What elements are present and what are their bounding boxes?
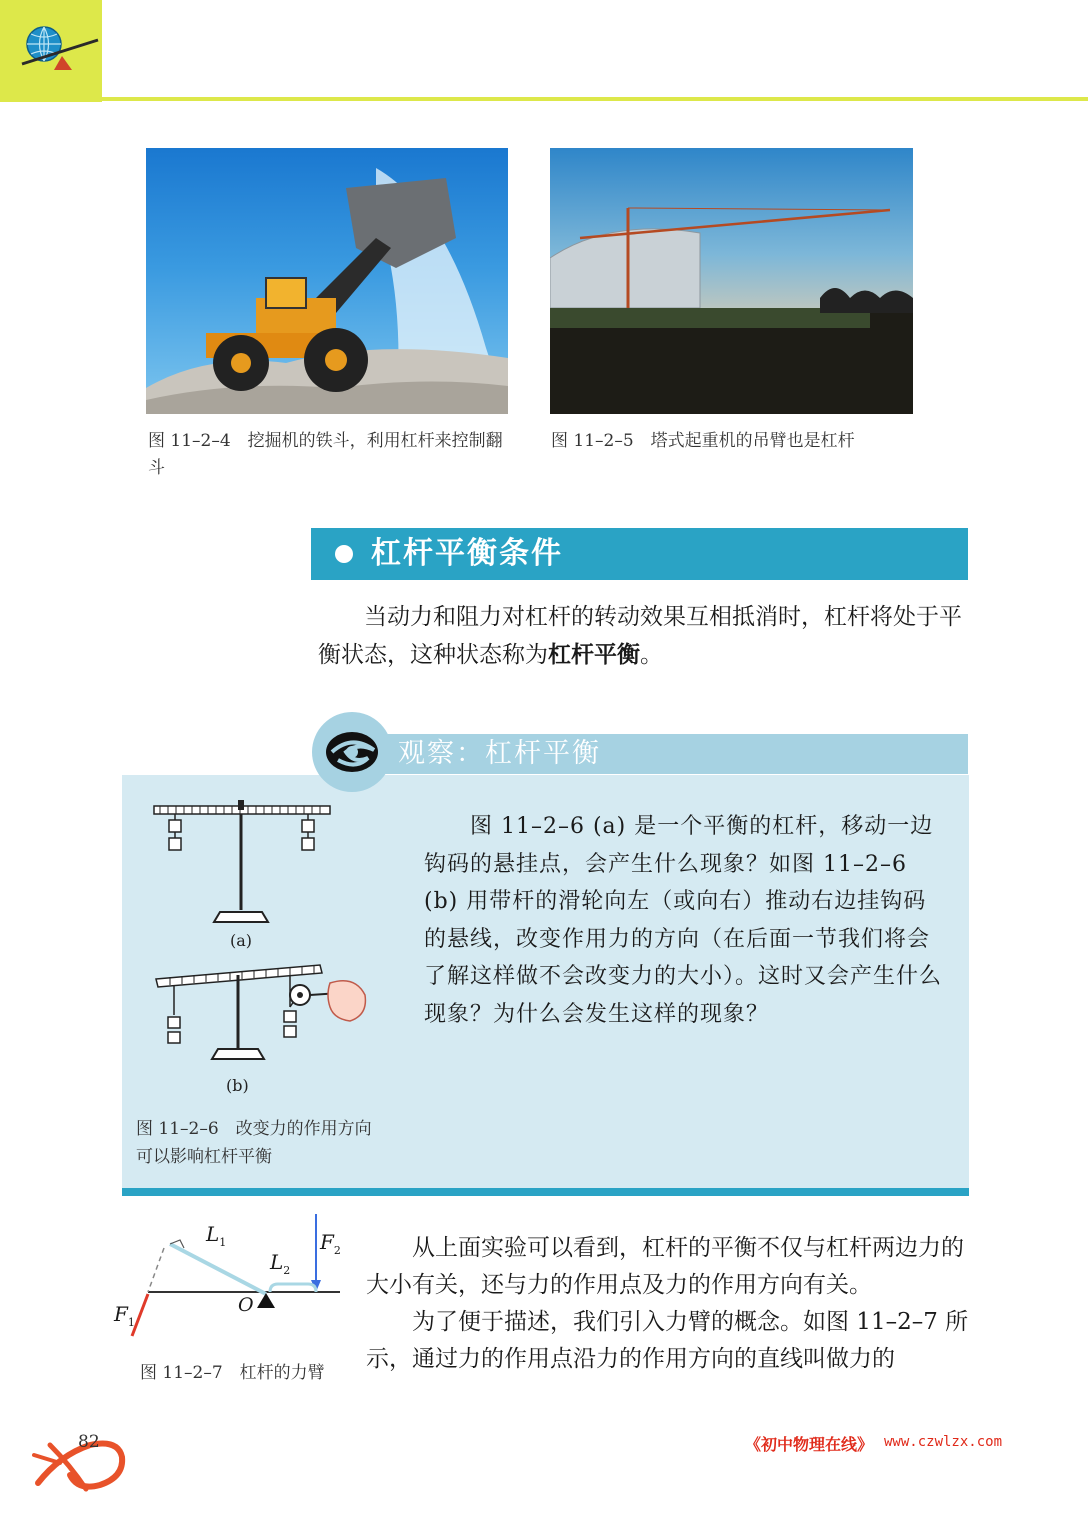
paragraph-text: 。: [640, 642, 663, 668]
observe-panel-rule: [122, 1188, 969, 1196]
page-number: 82: [78, 1432, 100, 1452]
lever-arm-diagram: [110, 1210, 350, 1350]
paragraph-line: [366, 1304, 976, 1378]
tower-crane-photo: [550, 148, 913, 414]
header-rule: [102, 97, 1088, 101]
subfigure-label: (a): [230, 931, 253, 950]
observe-header-bar: [360, 734, 968, 774]
label-f1: $F_1$: [114, 1302, 135, 1329]
label-l1: $L_1$: [206, 1222, 227, 1249]
label-l2: $L_2$: [270, 1250, 291, 1277]
paragraph-text: 当动力和阻力对杠杆的转动效果互相抵消时，杠杆将处于平衡状态，这种状态称为: [318, 604, 962, 668]
paragraph-line: [366, 1230, 976, 1304]
observe-paragraph: [424, 808, 944, 1033]
excavator-photo: [146, 148, 508, 414]
pulley-lever-diagram: [150, 955, 380, 1065]
figure-caption: 图 11–2–4 挖掘机的铁斗，利用杠杆来控制翻斗: [148, 431, 503, 478]
site-brand: 《初中物理在线》: [745, 1435, 874, 1454]
figure-caption: 图 11–2–6 改变力的作用方向可以影响杠杆平衡: [136, 1119, 372, 1167]
site-url-link[interactable]: www.czwlzx.com: [884, 1434, 1003, 1450]
bullet-dot-icon: [335, 545, 353, 563]
hand-icon: [328, 981, 365, 1021]
observe-badge: [312, 712, 392, 792]
globe-balance-icon: [0, 0, 102, 102]
label-f2: $F_2$: [320, 1230, 341, 1257]
paragraph-text: 从上面实验可以看到，杠杆的平衡不仅与杠杆两边力的大小有关，还与力的作用点及力的作用方向有关。: [366, 1235, 964, 1298]
figure-caption: 图 11–2–7 杠杆的力臂: [140, 1363, 325, 1383]
section-title: 杠杆平衡条件: [371, 536, 563, 571]
definition-paragraph: [318, 598, 978, 674]
section-header: [311, 528, 968, 580]
label-o: O: [238, 1294, 254, 1316]
header-corner-block: [0, 0, 102, 102]
paragraph-text: 图 11–2–6 (a) 是一个平衡的杠杆，移动一边钩码的悬挂点，会产生什么现象？如图 11–2–6 (b) 用带杆的滑轮向左（或向右）推动右边挂钩码的悬线，改变作用力的方向（在后面一节我们将会了解这样做不会改变力的大小）。这时又会产生什么现象？为什么会发生这样的现象？: [424, 814, 943, 1027]
bold-term: 杠杆平衡: [548, 642, 640, 668]
subfigure-label: (b): [226, 1076, 249, 1095]
paragraph-text: 为了便于描述，我们引入力臂的概念。如图 11–2–7 所示，通过力的作用点沿力的作用方向的直线叫做力的: [366, 1309, 969, 1372]
observe-title: 观察：杠杆平衡: [398, 738, 601, 769]
eye-icon: [312, 712, 392, 792]
figure-caption: 图 11–2–5 塔式起重机的吊臂也是杠杆: [551, 431, 855, 451]
balanced-lever-diagram: [150, 800, 340, 935]
lever-arm-paragraph: [366, 1230, 976, 1378]
